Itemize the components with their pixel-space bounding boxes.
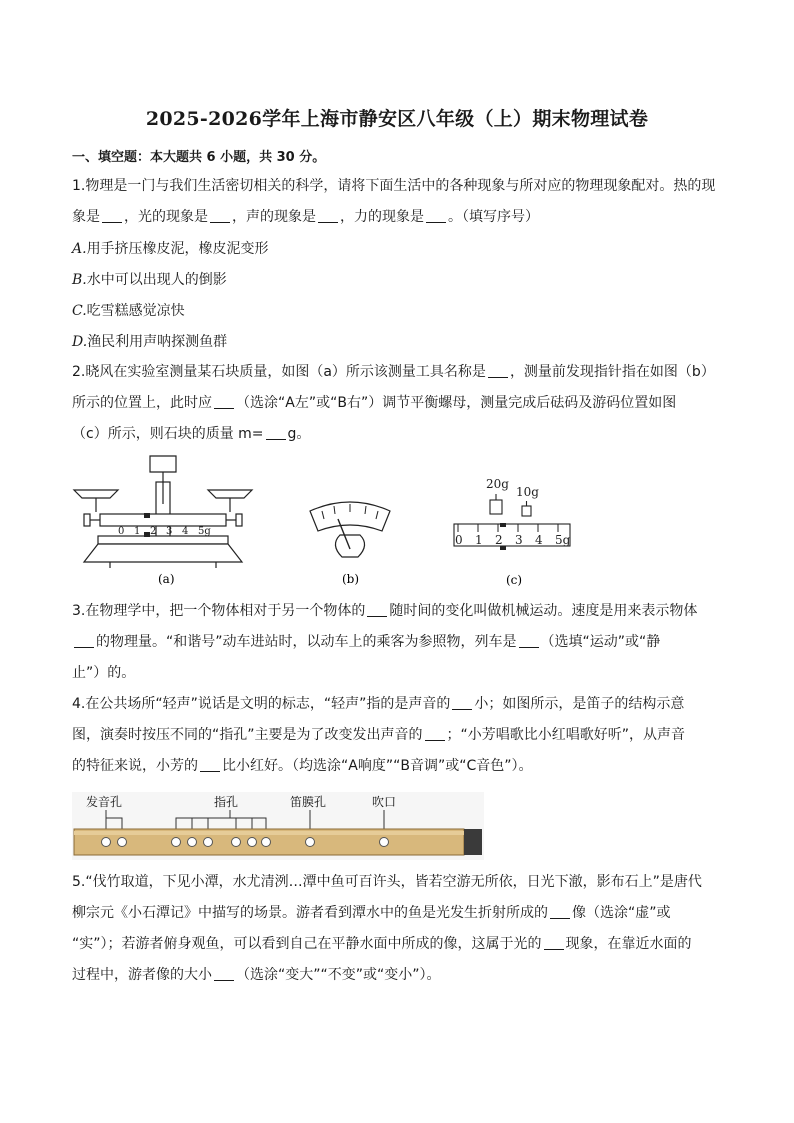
figure-caption-b: (b) (342, 572, 360, 586)
q5-line-2: 柳宗元《小石潭记》中描写的场景。游者看到潭水中的鱼是光发生折射所成的 像（选涂“虚”或 (72, 905, 671, 921)
weight-20g-icon (490, 500, 502, 514)
answer-blank[interactable] (102, 208, 122, 223)
q5-line-3: “实”）；若游者俯身观鱼，可以看到自己在平静水面中所成的像，这属于光的 现象，在靠近水面的 (72, 936, 692, 952)
q5-line-4: 过程中，游者像的大小 （选涂“变大”“不变”或“变小”）。 (72, 967, 441, 983)
weight-10g-icon (522, 506, 531, 516)
q3-line-2: 的物理量。“和谐号”动车进站时，以动车上的乘客为参照物，列车是 （选填“运动”或“静 (72, 627, 724, 658)
ruler-tick: 1 (134, 526, 141, 537)
weights-ruler-figure (448, 474, 578, 592)
answer-blank[interactable] (266, 425, 286, 440)
answer-blank[interactable] (318, 208, 338, 223)
ruler-tick: 2 (495, 533, 503, 547)
flute-label-mouth-hole: 吹口 (372, 795, 397, 809)
ruler-tick: 4 (535, 533, 543, 547)
q4-line-2: 图，演奏时按压不同的“指孔”主要是为了改变发出声音的 ；“小芳唱歌比小红唱歌好听”，从声音 (72, 727, 686, 743)
q5-line-1: 5.“伐竹取道，下见小潭，水尤清洌…潭中鱼可百许头，皆若空游无所依，日光下澈，影布石上”是唐代 (72, 874, 702, 890)
q2-line-3: （c）所示，则石块的质量 m= g。 (72, 426, 311, 442)
question-1 (72, 171, 724, 233)
answer-blank[interactable] (210, 208, 230, 223)
q1-option-a: A.用手挤压橡皮泥，橡皮泥变形 (72, 241, 269, 257)
question-4 (72, 689, 724, 782)
q1-option-b: B.水中可以出现人的倒影 (72, 272, 227, 288)
q1-line-1: 1.物理是一门与我们生活密切相关的科学，请将下面生活中的各种现象与所对应的物理现象配对。热的现 (72, 178, 716, 194)
flute-figure (72, 792, 484, 860)
q1-option-c: C.吃雪糕感觉凉快 (72, 303, 185, 319)
figure-caption-a: (a) (158, 572, 175, 586)
answer-blank[interactable] (200, 757, 220, 772)
pointer-dial-figure (300, 495, 400, 593)
ruler-tick: 5g (555, 533, 571, 547)
q3-line-3: 止”）的。 (72, 665, 136, 681)
answer-blank[interactable] (488, 363, 508, 378)
balance-figure (70, 452, 260, 592)
section-heading: 一、填空题：本大题共 6 小题，共 30 分。 (72, 150, 326, 165)
question-2 (72, 357, 724, 450)
ruler-tick: 4 (182, 526, 189, 537)
ruler-tick: 3 (515, 533, 523, 547)
q1-option-d: D.渔民利用声呐探测鱼群 (72, 334, 228, 350)
flute-label-sound-hole: 发音孔 (86, 795, 123, 809)
q2-line-2: 所示的位置上，此时应 （选涂“A左”或“B右”）调节平衡螺母，测量完成后砝码及游码位置如图 (72, 395, 677, 411)
question-5 (72, 867, 724, 991)
ruler-tick: 0 (118, 526, 125, 537)
figure-caption-c: (c) (506, 573, 523, 587)
answer-blank[interactable] (214, 394, 234, 409)
flute-label-membrane-hole: 笛膜孔 (290, 795, 327, 809)
q1-line-2: 象是 ，光的现象是 ，声的现象是 ，力的现象是 。（填写序号） (72, 209, 539, 225)
q4-line-3: 的特征来说，小芳的 比小红好。（均选涂“A响度”“B音调”或“C音色”）。 (72, 758, 533, 774)
ruler-tick: 2 (150, 526, 157, 537)
page-title: 2025-2026学年上海市静安区八年级（上）期末物理试卷 (145, 108, 649, 130)
answer-blank[interactable] (544, 935, 564, 950)
q4-line-1: 4.在公共场所“轻声”说话是文明的标志，“轻声”指的是声音的 小；如图所示，是笛子的结构示意 (72, 696, 685, 712)
answer-blank[interactable] (367, 602, 387, 617)
question-3 (72, 596, 724, 689)
answer-blank[interactable] (519, 633, 539, 648)
q3-line-1: 3.在物理学中，把一个物体相对于另一个物体的 随时间的变化叫做机械运动。速度是用来表示物体 (72, 603, 698, 619)
weight-label-10g: 10g (516, 485, 539, 499)
flute-label-finger-holes: 指孔 (214, 795, 239, 809)
answer-blank[interactable] (452, 695, 472, 710)
answer-blank[interactable] (74, 633, 94, 648)
answer-blank[interactable] (550, 904, 570, 919)
answer-blank[interactable] (426, 208, 446, 223)
answer-blank[interactable] (214, 966, 234, 981)
ruler-tick: 5g (198, 526, 211, 537)
weight-label-20g: 20g (486, 477, 509, 491)
ruler-tick: 0 (455, 533, 463, 547)
ruler-tick: 1 (475, 533, 483, 547)
q2-line-1: 2.晓风在实验室测量某石块质量，如图（a）所示该测量工具名称是 ，测量前发现指针指在如图（b） (72, 364, 715, 380)
answer-blank[interactable] (425, 726, 445, 741)
ruler-tick: 3 (166, 526, 173, 537)
